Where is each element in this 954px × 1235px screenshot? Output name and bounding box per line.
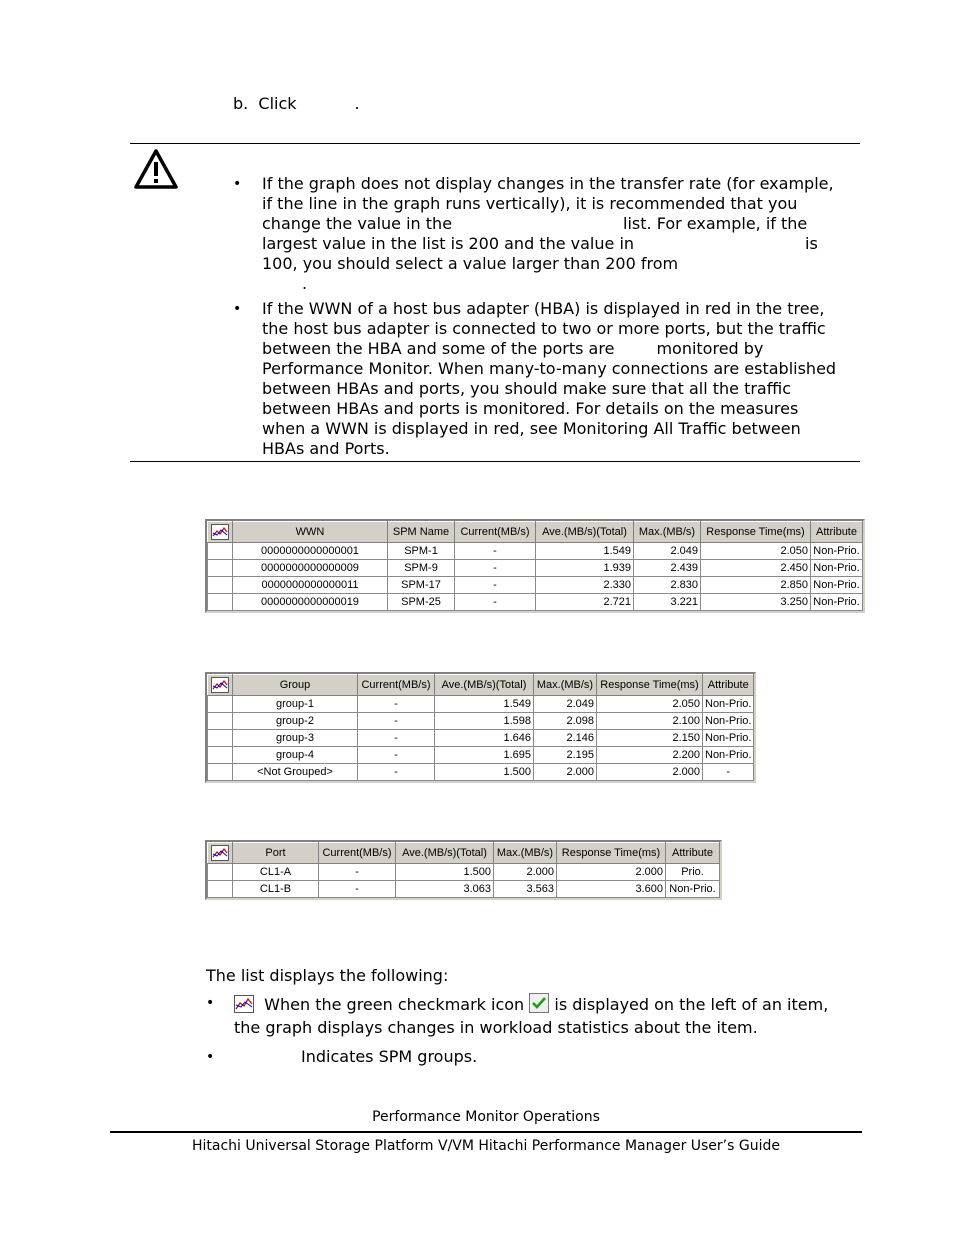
port-table bbox=[207, 842, 720, 898]
step-end: . bbox=[354, 94, 360, 113]
row-checkbox-cell[interactable] bbox=[208, 713, 233, 730]
table-row[interactable]: group-4 - 1.695 2.195 2.200 Non-Prio. bbox=[208, 747, 754, 764]
graph-icon[interactable] bbox=[208, 843, 233, 864]
port-header-attribute[interactable]: Attribute bbox=[666, 843, 720, 864]
row-checkbox-cell[interactable] bbox=[208, 747, 233, 764]
port-header-response-time[interactable]: Response Time(ms) bbox=[557, 843, 666, 864]
table-row[interactable]: CL1-B - 3.063 3.563 3.600 Non-Prio. bbox=[208, 881, 720, 898]
group-header-response-time[interactable]: Response Time(ms) bbox=[597, 675, 703, 696]
port-table-frame bbox=[205, 840, 722, 900]
table-row[interactable]: CL1-A - 1.500 2.000 2.000 Prio. bbox=[208, 864, 720, 881]
port-header-current[interactable]: Current(MB/s) bbox=[319, 843, 396, 864]
graph-icon[interactable] bbox=[208, 675, 233, 696]
row-checkbox-cell[interactable] bbox=[208, 594, 233, 611]
wwn-header-attribute[interactable]: Attribute bbox=[811, 522, 863, 543]
table-row[interactable]: group-1 - 1.549 2.049 2.050 Non-Prio. bbox=[208, 696, 754, 713]
green-checkmark-icon bbox=[529, 993, 549, 1013]
row-checkbox-cell[interactable] bbox=[208, 560, 233, 577]
group-header-attribute[interactable]: Attribute bbox=[703, 675, 754, 696]
row-checkbox-cell[interactable] bbox=[208, 730, 233, 747]
wwn-header-wwn[interactable]: WWN bbox=[233, 522, 388, 543]
row-checkbox-cell[interactable] bbox=[208, 881, 233, 898]
list-item: • Indicates SPM groups. bbox=[206, 1047, 856, 1067]
table-row[interactable]: group-2 - 1.598 2.098 2.100 Non-Prio. bbox=[208, 713, 754, 730]
table-row[interactable]: 0000000000000009 SPM-9 - 1.939 2.439 2.450 Non-Prio. bbox=[208, 560, 863, 577]
table-row[interactable]: 0000000000000001 SPM-1 - 1.549 2.049 2.050 Non-Prio. bbox=[208, 543, 863, 560]
port-header-ave[interactable]: Ave.(MB/s)(Total) bbox=[396, 843, 494, 864]
list-intro: The list displays the following: bbox=[206, 966, 449, 985]
group-header-max[interactable]: Max.(MB/s) bbox=[534, 675, 597, 696]
group-table bbox=[207, 674, 754, 781]
wwn-header-current[interactable]: Current(MB/s) bbox=[455, 522, 536, 543]
caution-top-rule bbox=[130, 143, 860, 144]
row-checkbox-cell[interactable] bbox=[208, 696, 233, 713]
table-row[interactable]: 0000000000000011 SPM-17 - 2.330 2.830 2.850 Non-Prio. bbox=[208, 577, 863, 594]
caution-bullet-list bbox=[233, 174, 858, 459]
group-header-ave[interactable]: Ave.(MB/s)(Total) bbox=[435, 675, 534, 696]
row-checkbox-cell[interactable] bbox=[208, 543, 233, 560]
row-checkbox-cell[interactable] bbox=[208, 864, 233, 881]
step-b bbox=[233, 94, 360, 113]
group-table-frame bbox=[205, 672, 756, 783]
list-description bbox=[206, 993, 856, 1067]
footer-section-title: Performance Monitor Operations bbox=[372, 1109, 600, 1125]
footer-rule bbox=[110, 1131, 862, 1133]
table-row[interactable]: <Not Grouped> - 1.500 2.000 2.000 - bbox=[208, 764, 754, 781]
table-row[interactable]: 0000000000000019 SPM-25 - 2.721 3.221 3.250 Non-Prio. bbox=[208, 594, 863, 611]
caution-bullet-1: • If the graph does not display changes in the transfer rate (for example, if the line in the graph runs vertically), it is recommended that you change the value in the list. For example, if the largest value in the list is 200 and the value in is 100, you should select a value larger than 200 from . bbox=[233, 174, 858, 294]
step-marker: b. bbox=[233, 94, 249, 113]
group-header-group[interactable]: Group bbox=[233, 675, 358, 696]
group-header-current[interactable]: Current(MB/s) bbox=[358, 675, 435, 696]
footer-guide-title: Hitachi Universal Storage Platform V/VM Hitachi Performance Manager User’s Guide bbox=[192, 1138, 780, 1154]
row-checkbox-cell[interactable] bbox=[208, 577, 233, 594]
wwn-header-response-time[interactable]: Response Time(ms) bbox=[701, 522, 811, 543]
graph-icon[interactable] bbox=[208, 522, 233, 543]
caution-bullet-2: • If the WWN of a host bus adapter (HBA) is displayed in red in the tree, the host bus adapter is connected to two or more ports, but the traffic between the HBA and some of the ports are monitored by Performance Monitor. When many-to-many connections are established between HBAs and ports, you should make sure that all the traffic between HBAs and ports is monitored. For details on the measures when a WWN is displayed in red, see Monitoring All Traffic between HBAs and Ports. bbox=[233, 299, 858, 459]
port-header-port[interactable]: Port bbox=[233, 843, 319, 864]
wwn-header-ave[interactable]: Ave.(MB/s)(Total) bbox=[536, 522, 634, 543]
table-row[interactable]: group-3 - 1.646 2.146 2.150 Non-Prio. bbox=[208, 730, 754, 747]
row-checkbox-cell[interactable] bbox=[208, 764, 233, 781]
wwn-header-spm-name[interactable]: SPM Name bbox=[388, 522, 455, 543]
graph-icon bbox=[234, 995, 254, 1018]
list-item: • When the green checkmark icon is displayed on the left of an item, the graph displays changes in workload statistics about the item. bbox=[206, 993, 856, 1038]
wwn-table-frame bbox=[205, 519, 865, 613]
wwn-header-max[interactable]: Max.(MB/s) bbox=[634, 522, 701, 543]
caution-bottom-rule bbox=[130, 461, 860, 462]
wwn-table bbox=[207, 521, 863, 611]
step-text: Click bbox=[258, 94, 297, 113]
warning-triangle-icon bbox=[133, 148, 179, 190]
port-header-max[interactable]: Max.(MB/s) bbox=[494, 843, 557, 864]
